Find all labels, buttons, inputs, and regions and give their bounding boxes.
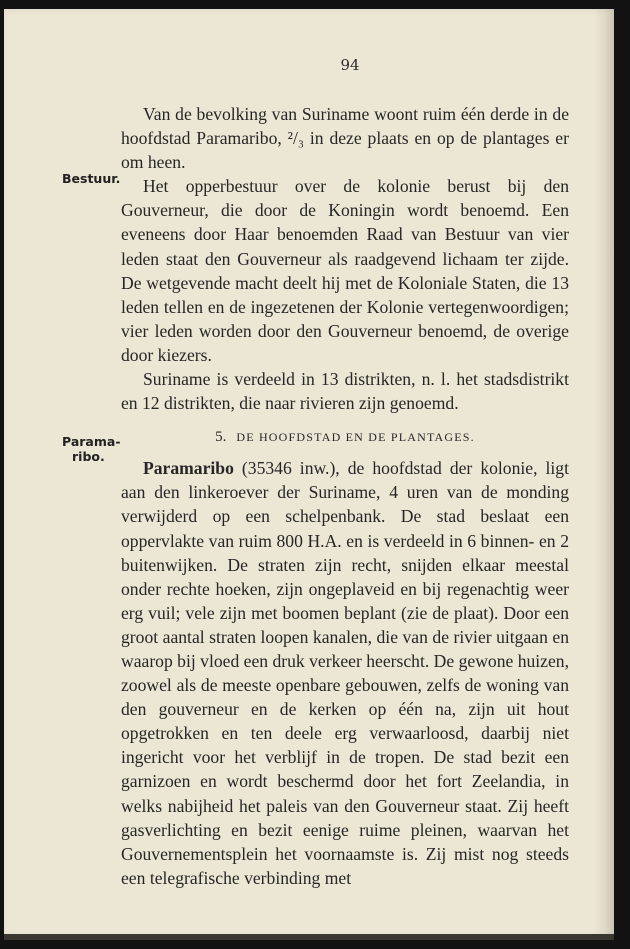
section-heading [121,425,569,449]
paragraph-population-text-b: in deze plaats en op de plantages er om heen. [121,128,569,173]
paragraph-paramaribo [121,456,569,890]
body-text [121,102,569,890]
margin-note-paramaribo-line2: ribo. [72,449,105,464]
fraction-two-thirds: ²/₃ [287,128,304,149]
paragraph-paramaribo-text: (35346 inw.), de hoofdstad der kolonie, ligt aan den linkeroever der Suriname, 4 uren van de monding verwijderd op een schelpenbank. De stad beslaat een oppervlakte van ruim 800 H.A. en is verdeeld in 6 binnen- en 2 buitenwijken. De straten zijn recht, snijden elkaar meestal onder rechte hoeken, zijn ongeplaveid en bij regenachtig weer erg vuil; vele zijn met boomen beplant (zie de plaat). Door een groot aantal straten loopen kanalen, die van de rivier uitgaan en waarop bij vloed een druk verkeer heerscht. De gewone huizen, zoowel als de meeste openbare gebouwen, zelfs de woning van den gouverneur en de kerken op één na, zijn uit hout opgetrokken en ten deele erg verwaarloosd, daarbij niet ingericht voor het verblijf in de tropen. De stad bezit een garnizoen en wordt beschermd door het fort Zeelandia, in welks nabijheid het paleis van den Gouverneur staat. Zij heeft gasverlichting en bezit eenige ruime pleinen, waarvan het Gouvernementsplein het voornaamste is. Zij mist nog steeds een telegrafische verbinding met [121,458,569,888]
paragraph-distrikten: Suriname is verdeeld in 13 distrikten, n. l. het stadsdistrikt en 12 distrikten, die naar rivieren zijn genoemd. [121,369,569,414]
margin-note-paramaribo-line1: Parama- [62,434,121,449]
paragraph-bestuur: Het opperbestuur over de kolonie berust bij den Gouverneur, die door de Koningin wordt benoemd. Een eveneens door Haar benoemden Raad van Bestuur van vier leden staat den Gouverneur als raadgevend lichaam ter zijde. De wetgevende macht deelt hij met de Koloniale Staten, die 13 leden tellen en de ingezetenen der Kolonie vertegenwoordigen; vier leden worden door den Gouverneur benoemd, de overige door kiezers. [121,176,569,365]
margin-note-paramaribo [62,434,122,464]
page-bottom-edge [4,934,614,940]
section-title: DE HOOFDSTAD EN DE PLANTAGES. [236,430,475,445]
page-number: 94 [340,56,360,74]
paragraph-population-text-a: Van de bevolking van Suriname woont ruim één derde in de hoofdstad Paramaribo, [121,104,569,149]
page-spine-shadow [594,9,614,937]
margin-note-bestuur: Bestuur. [62,171,121,186]
paragraph-population [121,102,569,174]
paragraph-paramaribo-lead: Paramaribo [143,458,234,479]
section-number: 5. [215,429,227,446]
